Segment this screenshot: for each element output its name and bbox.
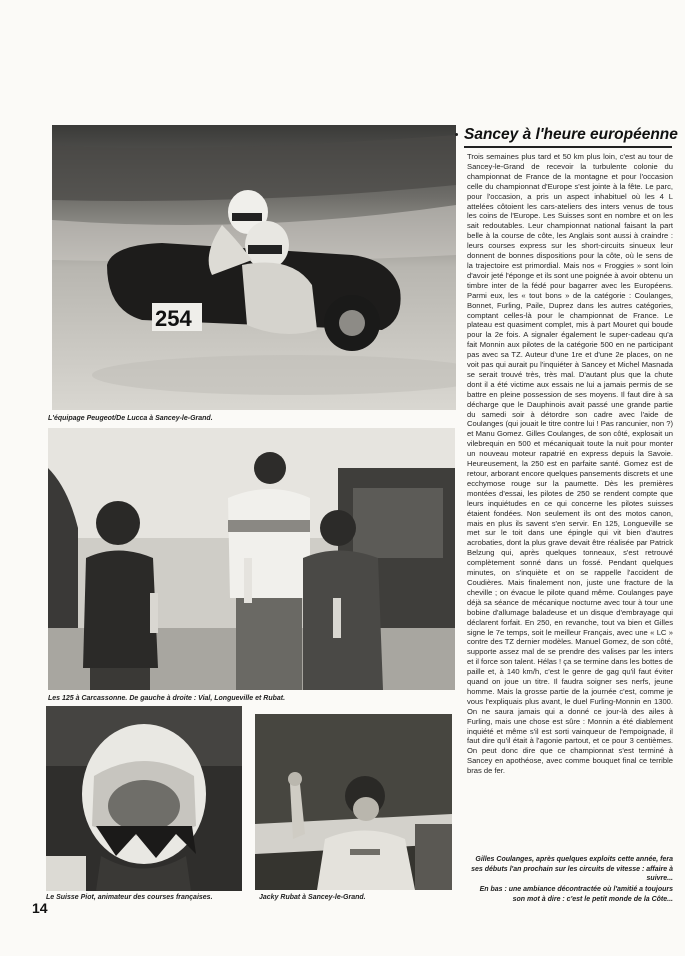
helmet-caption: Le Suisse Piot, animateur des courses françaises. xyxy=(46,894,213,901)
helmet-photo xyxy=(46,706,242,891)
rubat-caption: Jacky Rubat à Sancey-le-Grand. xyxy=(259,894,366,901)
rubat-photo xyxy=(255,714,452,890)
page-number: 14 xyxy=(32,900,48,916)
bottom-caption: En bas : une ambiance décontractée où l'amitié a toujours son mot à dire : c'est le petit monde de la Côte... xyxy=(479,886,673,903)
coulanges-caption: Gilles Coulanges, après quelques exploits cette année, fera ses débuts l'an prochain sur les circuits de vitesse : affaire à suivre... xyxy=(471,856,673,882)
group-photo xyxy=(48,428,455,690)
sidecar-number: 254 xyxy=(155,306,192,331)
sidecar-photo xyxy=(52,125,456,410)
bullet-dot xyxy=(455,133,458,136)
title-rule xyxy=(464,146,672,148)
group-caption: Les 125 à Carcassonne. De gauche à droite : Vial, Longueville et Rubat. xyxy=(48,695,286,702)
sidecar-caption: L'équipage Peugeot/De Lucca à Sancey-le-Grand. xyxy=(48,415,213,422)
article-title: Sancey à l'heure européenne xyxy=(464,126,678,143)
article-body: Trois semaines plus tard et 50 km plus loin, c'est au tour de Sancey-le-Grand de recevoir la turbulente colonie du championnat de France de la montagne et pour l'occasion celle du championnat d'Europe s'est jointe à la fête. Le parc, pour l'occasion, a pris un aspect inhabituel où les 4 L attelées côtoient les cars-ateliers des inters venus de tous les coins de l'Europe. Les Suisses sont en nombre et on les sait redoutables. Leur championnat national faisant la part belle à la course de côte, les Anglais sont aussi à craindre : leurs courses express sur les short-circuits sinueux leur donnent de bonnes dispositions pour la côte, où le sens de la trajectoire est primordial. Mais nos « Froggies » sont loin d'avoir jeté l'éponge et ils sont une poignée à avoir obtenu un timbre inter de la fédé pour bagarrer avec les Européens. Parmi eux, les « tout bons » de la catégorie : Coulanges, Bonnet, Furling, Paile, Duprez dans les autres catégories, comptant celles-là pour le championnat de France. Le plateau est quasiment complet, mis à part Mouret qui boude pour la 2e fois. A signaler également le super-cadeau qu'a fait Monnin aux pilotes de la catégorie 500 en ne participant pas avec sa TZ. Auteur d'une 1re et d'une 2e places, on ne voit pas qui aurait pu l'inquiéter à Sancey et Michel Masnada se serait trouvé très, très mal. D'autant plus que la chute dont il a été victime aux essais ne lui a jamais permis de se battre en pleine possession de ses moyens. Il faut dire à sa décharge que le Dauphinois avait passé une grande partie du samedi soir à détordre son cadre avec l'aide de Coulanges (qui jouait le titre contre lui ! Pas rancunier, non ?) et Manu Gomez. Gilles Coulanges, de son côté, explosait un vilebrequin en 500 et mécaniquait toute la nuit pour monter un nouveau moteur rapatrié en express depuis la Savoie. Heureusement, la 250 est en parfaite santé. Gomez est de retour, arborant encore quelques pansements discrets et une ecchymose rouge sur la paumette. Dès les premières montées d'essai, les pilotes de 250 se rendent compte que leurs inquiétudes en ce qui concerne les pilotes suisses étaient fondées. Non seulement ils ont des motos canon, mais en plus ils savent s'en servir. En 125, Longueville se met sur le toit dans une épingle qui vit bien d'autres acrobaties, dont la plus grave devait être réalisée par Patrick Belzung qui, après quelques tonneaux, s'est retrouvé complètement sonné dans un fossé. Pendant quelques minutes, on s'inquiète et on se rappelle l'accident de Coudières. Mais finalement non, juste une fracture de la cheville ; on évacue le pilote quand même. Coulanges paye déjà sa séance de mécanique nocturne avec tour à tour une bobine d'allumage baladeuse et un disque d'embrayage qui déclarent forfait. En 250, en revanche, tout va bien et Gilles signe le 7e temps, soit le meilleur Français, avec une « LC » contre des TZ dernier modèles. Manuel Gomez, de son côté, supporte assez mal de se prendre des valises par les inters et il force son talent. Hélas ! ça se termine dans les bottes de paille et, à 140 km/h, c'est le genre de gag qu'il faut éviter quand on joue un titre. Il faudra soigner ses nerfs, jeune homme. Mais la grosse partie de la journée c'est, comme je vous l'expliquais plus avant, le duel Furling-Monnin en 1300. On ne saura jamais qui a donné ce jour-là des ailes à Furling, mais une chose est sûre : Monnin a été diablement inquiété et même s'il est sorti vainqueur de l'empoignade, il faut dire qu'il était à l'agonie partout, et ce pour 3 centièmes. On peut donc dire que ce championnat s'est terminé à Sancey en apothéose, avec comme bouquet final ce terrible bras de fer. xyxy=(467,152,673,776)
